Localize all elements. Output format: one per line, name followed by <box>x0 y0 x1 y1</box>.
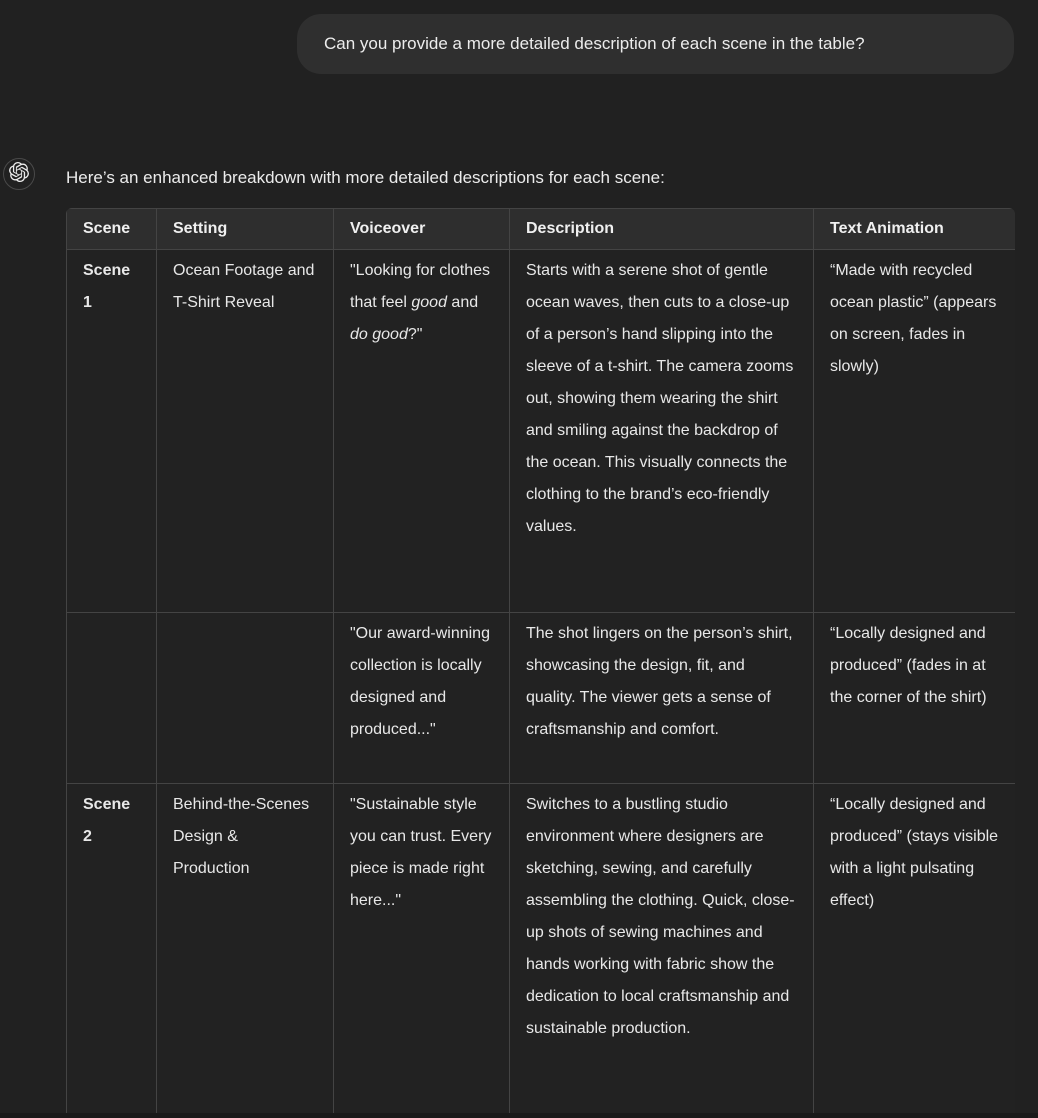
user-message-text: Can you provide a more detailed description of each scene in the table? <box>324 34 865 53</box>
cell-text-animation: “Locally designed and produced” (fades in at the corner of the shirt) <box>814 613 1016 784</box>
cell-setting: Ocean Footage and T-Shirt Reveal <box>157 250 334 613</box>
cell-description: Starts with a serene shot of gentle ocean waves, then cuts to a close-up of a person’s hand slipping into the sleeve of a t-shirt. The camera zooms out, showing them wearing the shirt and smiling against the backdrop of the ocean. This visually connects the clothing to the brand’s eco-friendly values. <box>510 250 814 613</box>
column-header-voiceover: Voiceover <box>334 209 510 250</box>
column-header-setting: Setting <box>157 209 334 250</box>
user-message-bubble <box>297 14 1014 74</box>
assistant-intro-text: Here’s an enhanced breakdown with more detailed descriptions for each scene: <box>66 168 665 187</box>
cell-description: The shot lingers on the person’s shirt, showcasing the design, fit, and quality. The viewer gets a sense of craftsmanship and comfort. <box>510 613 814 784</box>
cell-scene: Scene 2 <box>67 784 157 1115</box>
table-row <box>67 613 1016 784</box>
cell-voiceover: "Sustainable style you can trust. Every piece is made right here..." <box>334 784 510 1115</box>
table-row <box>67 250 1016 613</box>
assistant-avatar <box>3 158 35 190</box>
cell-voiceover: "Our award-winning collection is locally designed and produced..." <box>334 613 510 784</box>
cell-setting: Behind-the-Scenes Design & Production <box>157 784 334 1115</box>
cell-scene: Scene 1 <box>67 250 157 613</box>
cell-text-animation: “Locally designed and produced” (stays visible with a light pulsating effect) <box>814 784 1016 1115</box>
cell-setting <box>157 613 334 784</box>
cell-text-animation: “Made with recycled ocean plastic” (appears on screen, fades in slowly) <box>814 250 1016 613</box>
column-header-scene: Scene <box>67 209 157 250</box>
cell-voiceover: "Looking for clothes that feel good and do good?" <box>334 250 510 613</box>
column-header-description: Description <box>510 209 814 250</box>
cell-description: Switches to a bustling studio environment where designers are sketching, sewing, and carefully assembling the clothing. Quick, close-up shots of sewing machines and hands working with fabric show the dedication to local craftsmanship and sustainable production. <box>510 784 814 1115</box>
bottom-edge-band <box>0 1113 1038 1118</box>
table-header-row <box>67 209 1016 250</box>
table-row <box>67 784 1016 1115</box>
cell-scene <box>67 613 157 784</box>
column-header-text-animation: Text Animation <box>814 209 1016 250</box>
scene-table <box>66 208 1015 1114</box>
openai-logo-icon <box>9 162 29 187</box>
